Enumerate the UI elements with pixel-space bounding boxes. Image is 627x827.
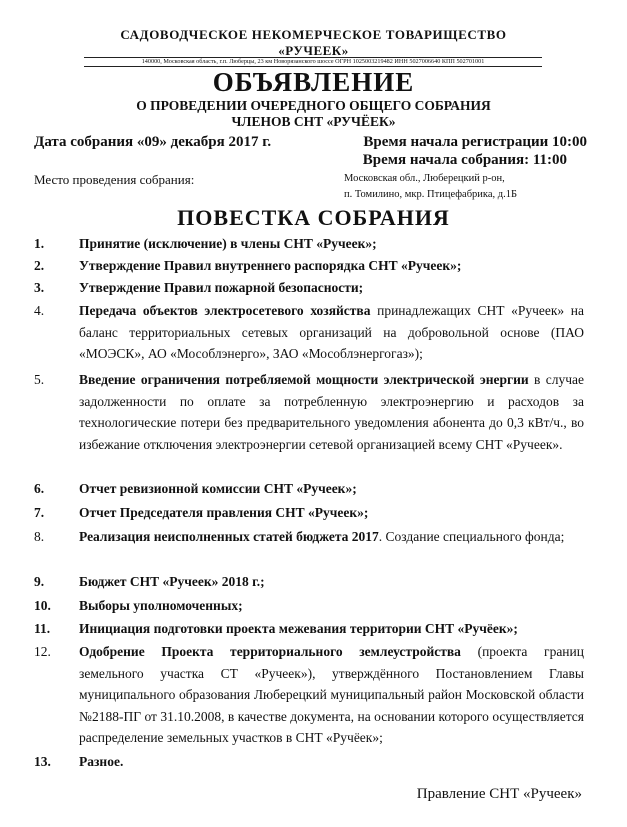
agenda-item-number: 10. [34, 598, 51, 613]
agenda-item-bold: Реализация неисполненных статей бюджета 2017 [79, 529, 379, 544]
agenda-item-bold: Бюджет СНТ «Ручеек» 2018 г.; [79, 574, 265, 589]
agenda-item-number: 1. [34, 236, 45, 251]
agenda-item-bold: Отчет Председателя правления СНТ «Ручеек»; [79, 505, 369, 520]
org-name-line1: САДОВОДЧЕСКОЕ НЕКОМЕРЧЕСКОЕ ТОВАРИЩЕСТВО [120, 27, 507, 42]
agenda-item-bold: Выборы уполномоченных; [79, 598, 243, 613]
subtitle-line1: О ПРОВЕДЕНИИ ОЧЕРЕДНОГО ОБЩЕГО СОБРАНИЯ [136, 98, 491, 113]
agenda-item-number: 11. [34, 621, 51, 636]
place-line1: Московская обл., Люберецкий р-он, [344, 173, 505, 184]
agenda-item-bold: Инициация подготовки проекта межевания территории СНТ «Ручёек»; [79, 621, 518, 636]
page-title: ОБЪЯВЛЕНИЕ [212, 67, 415, 97]
agenda-item-number: 2. [34, 258, 45, 273]
agenda-item-bold: Передача объектов электросетевого хозяйства [79, 303, 371, 318]
agenda-item-number: 7. [34, 505, 45, 520]
registration-time: Время начала регистрации 10:00 [363, 134, 587, 150]
place-line2: п. Томилино, мкр. Птицефабрика, д.1Б [344, 189, 518, 200]
agenda-item-bold: Отчет ревизионной комиссии СНТ «Ручеек»; [79, 481, 357, 496]
agenda-item-number: 8. [34, 529, 45, 544]
agenda-item-number: 5. [34, 372, 45, 387]
agenda-item-bold: Одобрение Проекта территориального землеустройства [79, 644, 461, 659]
agenda-item-number: 3. [34, 280, 45, 295]
place-label: Место проведения собрания: [34, 172, 195, 187]
agenda-item-number: 13. [34, 754, 51, 769]
agenda-item-text: (проекта границ земельного участка СТ «Ручеек»), утверждённого Постановлением Главы муниципального образования Люберецкий муниципальный район Московской области №2188-ПГ от 31.10.2008, в качестве документа, на основании которого осуществляется распределение земельных участков в СНТ «Ручёек»; [79, 644, 584, 745]
agenda-item-number: 4. [34, 303, 45, 318]
agenda-item-bold: Разное. [79, 754, 124, 769]
agenda-item-text: принадлежащих СНТ «Ручеек» на баланс территориальных сетевых организаций на добровольной основе (ПАО «МОЭСК», АО «Мособлэнерго», ЗАО «Мособлэнергогаз»); [79, 303, 585, 361]
agenda-item-number: 12. [34, 644, 51, 659]
signature-footer: Правление СНТ «Ручеек» [416, 786, 582, 802]
meeting-start-time: Время начала собрания: 11:00 [362, 152, 567, 168]
agenda-item-number: 9. [34, 574, 45, 589]
agenda-item-bold: Принятие (исключение) в члены СНТ «Ручеек»; [79, 236, 377, 251]
agenda-item-bold: Утверждение Правил внутреннего распорядка СНТ «Ручеек»; [79, 258, 462, 273]
agenda-item-bold: Утверждение Правил пожарной безопасности; [79, 280, 364, 295]
org-address: 140000, Московская область, г.п. Люберцы, 23 км Новорязанского шоссе ОГРН 1025003219482 ИНН 5027006640 КПП 502701001 [141, 58, 485, 65]
agenda-item-text: в случае задолженности по оплате за потребленную электроэнергию и расходов за технологические потери без предварительного уведомления абонента до 0,3 кВт/ч., во избежание отключения электроэнергии сетевой организацией всему СНТ «Ручеек». [79, 372, 584, 452]
agenda-title: ПОВЕСТКА СОБРАНИЯ [177, 205, 450, 230]
subtitle-line2: ЧЛЕНОВ СНТ «РУЧЁЕК» [231, 114, 396, 129]
agenda-item-number: 6. [34, 481, 45, 496]
meeting-date: Дата собрания «09» декабря 2017 г. [34, 134, 272, 150]
org-name-line2: «РУЧЕЕК» [278, 43, 349, 58]
agenda-item-bold: Введение ограничения потребляемой мощности электрической энергии [79, 372, 529, 387]
agenda-item-text: . Создание специального фонда; [378, 529, 565, 544]
